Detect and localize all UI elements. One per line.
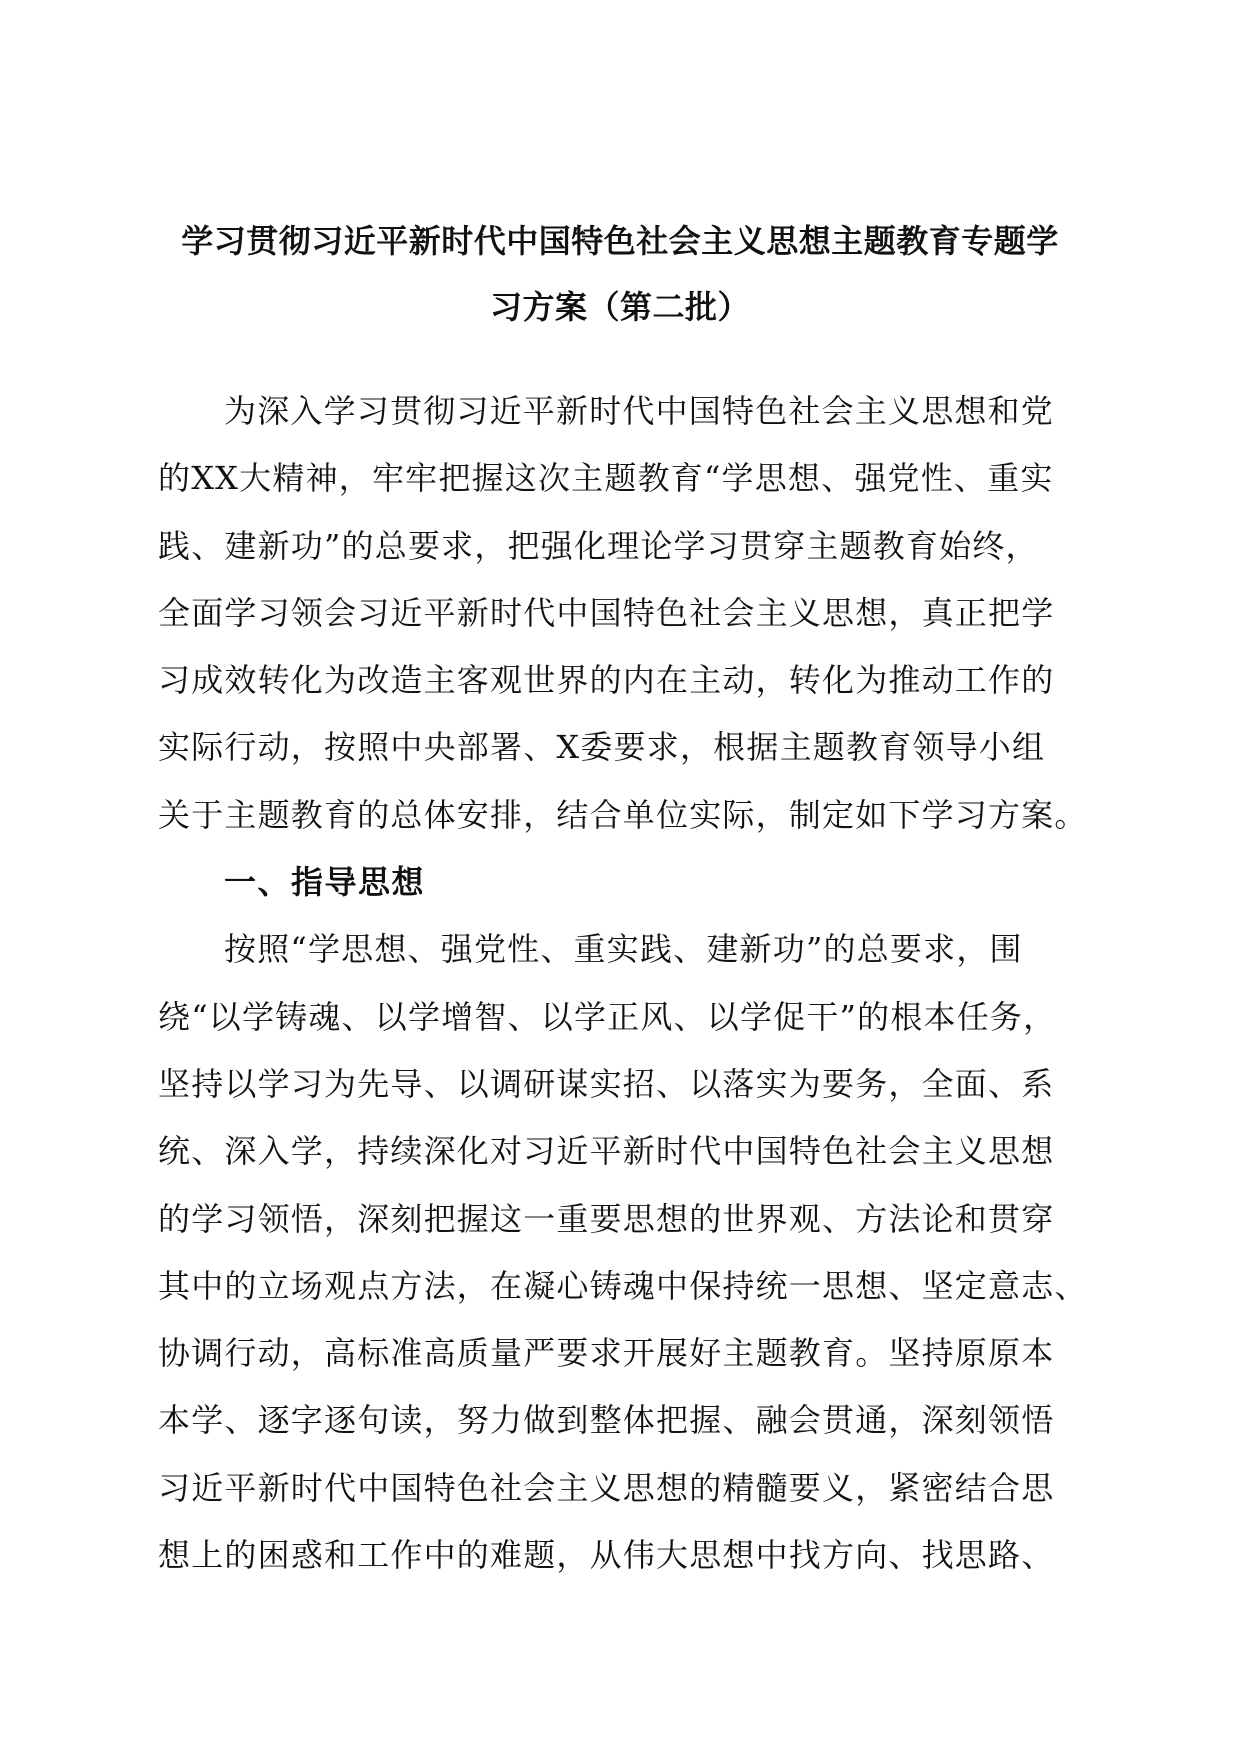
paragraph-line: 其中的立场观点方法，在凝心铸魂中保持统一思想、坚定意志、 (158, 1266, 1088, 1305)
paragraph-line: 本学、逐字逐句读，努力做到整体把握、融会贯通，深刻领悟 (158, 1401, 1055, 1440)
paragraph-line: 的学习领悟，深刻把握这一重要思想的世界观、方法论和贯穿 (158, 1199, 1055, 1238)
paragraph-line: 践、建新功”的总要求，把强化理论学习贯穿主题教育始终， (158, 526, 1039, 565)
paragraph-line: 按照“学思想、强党性、重实践、建新功”的总要求，围 (224, 930, 1023, 969)
section-heading-guiding-ideology: 一、指导思想 (224, 863, 426, 902)
paragraph-line: 坚持以学习为先导、以调研谋实招、以落实为要务，全面、系 (158, 1064, 1055, 1103)
title-line: 学习贯彻习近平新时代中国特色社会主义思想主题教育专题学 (181, 222, 1059, 260)
document-body (158, 378, 1088, 1589)
paragraph-line: 的XX大精神，牢牢把握这次主题教育“学思想、强党性、重实 (158, 459, 1054, 498)
intro-paragraph (158, 378, 1088, 849)
paragraph-line: 习近平新时代中国特色社会主义思想的精髓要义，紧密结合思 (158, 1468, 1055, 1507)
paragraph-line: 协调行动，高标准高质量严要求开展好主题教育。坚持原原本 (158, 1334, 1055, 1373)
paragraph-line: 实际行动，按照中央部署、X委要求，根据主题教育领导小组 (158, 728, 1046, 767)
section1-paragraph (158, 916, 1088, 1589)
paragraph-line: 全面学习领会习近平新时代中国特色社会主义思想，真正把学 (158, 593, 1055, 632)
document-title (150, 208, 1090, 340)
paragraph-line: 关于主题教育的总体安排，结合单位实际，制定如下学习方案。 (158, 795, 1088, 834)
paragraph-line: 统、深入学，持续深化对习近平新时代中国特色社会主义思想 (158, 1132, 1055, 1171)
title-line: 习方案（第二批） (489, 288, 750, 326)
paragraph-line: 习成效转化为改造主客观世界的内在主动，转化为推动工作的 (158, 661, 1055, 700)
paragraph-line: 绕“以学铸魂、以学增智、以学正风、以学促干”的根本任务， (158, 997, 1057, 1036)
paragraph-line: 想上的困惑和工作中的难题，从伟大思想中找方向、找思路、 (158, 1536, 1055, 1575)
paragraph-line: 为深入学习贯彻习近平新时代中国特色社会主义思想和党 (224, 392, 1055, 430)
